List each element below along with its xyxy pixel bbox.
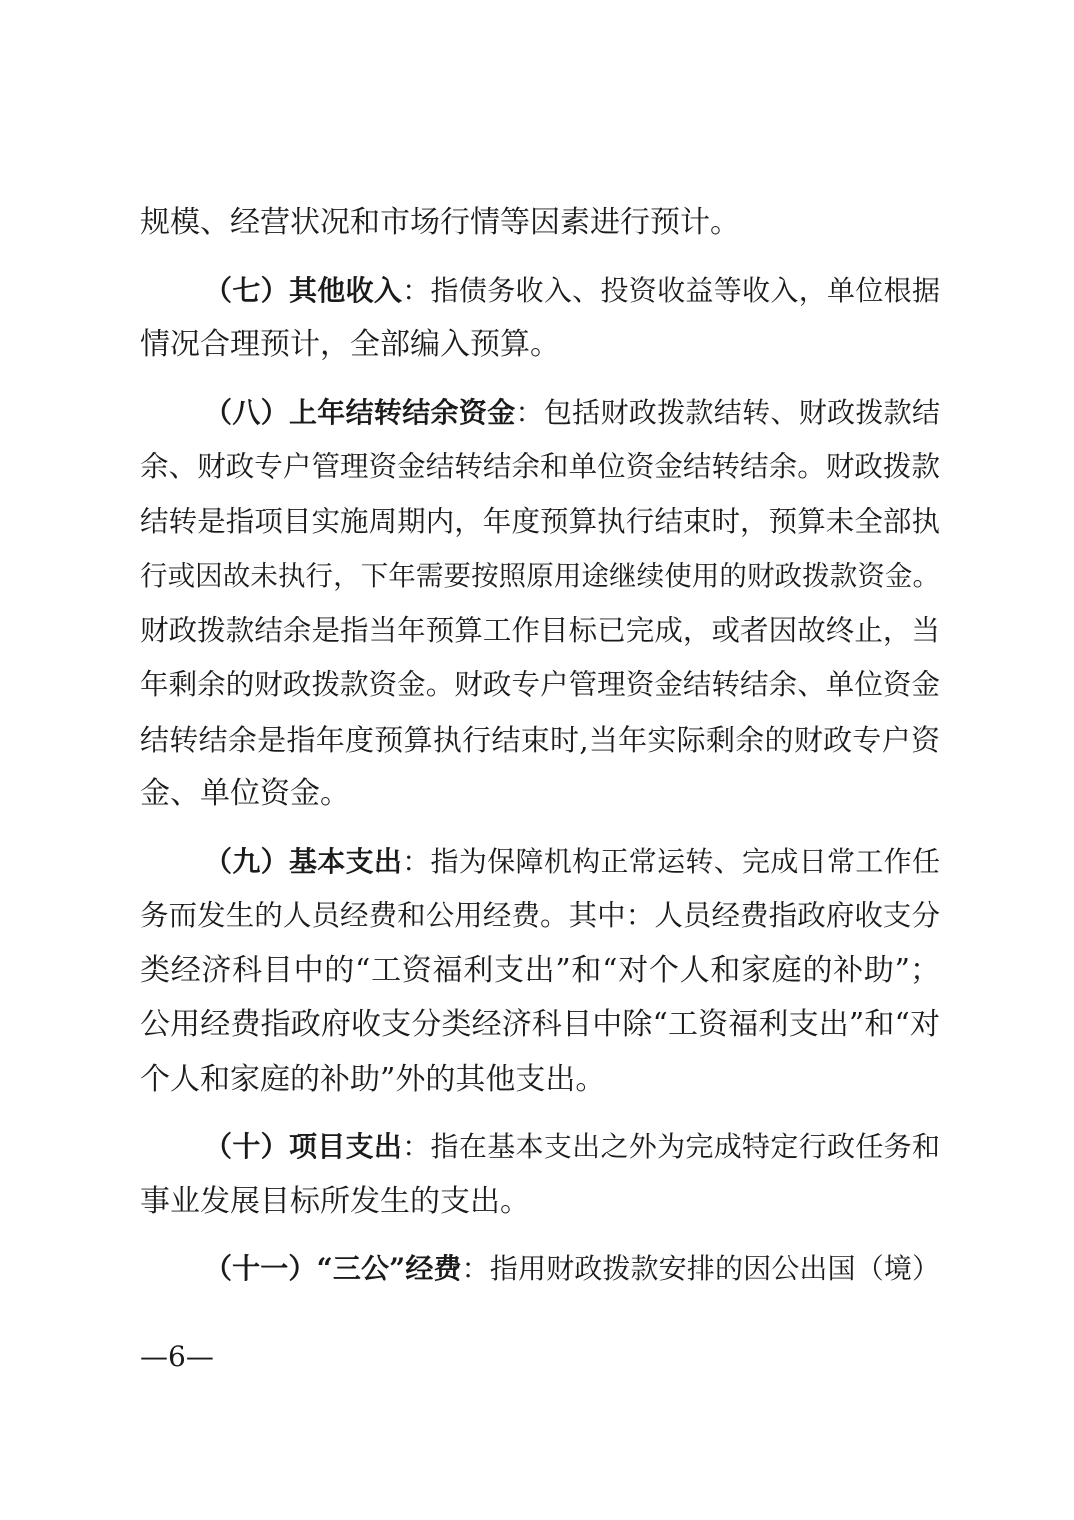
section-text: ：指为保障机构正常运转、完成日常工作任 — [402, 844, 940, 878]
text-line: 财政拨款结余是指当年预算工作目标已完成，或者因故终止，当 — [140, 613, 940, 647]
section-heading: （九）基本支出 — [204, 844, 403, 878]
section-text: ：包括财政拨款结转、财政拨款结 — [515, 395, 940, 429]
text-line: 务而发生的人员经费和公用经费。其中：人员经费指政府收支分 — [140, 899, 940, 932]
section-nine-line — [140, 835, 940, 890]
text-line: 公用经费指政府收支分类经济科目中除“工资福利支出”和“对 — [140, 1007, 940, 1042]
text-line: 事业发展目标所发生的支出。 — [140, 1183, 530, 1219]
section-heading: （十一）“三公”经费 — [204, 1252, 462, 1285]
section-ten-line — [140, 1120, 940, 1175]
text-line: 金、单位资金。 — [140, 776, 350, 811]
section-heading: （十）项目支出 — [204, 1130, 403, 1163]
text-line: 类经济科目中的“工资福利支出”和“对个人和家庭的补助”； — [140, 952, 940, 988]
text-line: 行或因故未执行，下年需要按照原用途继续使用的财政拨款资金。 — [140, 560, 940, 592]
text-line: 规模、经营状况和市场行情等因素进行预计。 — [140, 205, 740, 240]
text-line: 个人和家庭的补助”外的其他支出。 — [140, 1061, 606, 1097]
text-line: 年剩余的财政拨款资金。财政专户管理资金结转结余、单位资金 — [140, 668, 940, 701]
section-text: ：指用财政拨款安排的因公出国（境） — [461, 1252, 940, 1285]
section-heading: （七）其他收入 — [204, 273, 403, 307]
section-text: ：指在基本支出之外为完成特定行政任务和 — [402, 1130, 940, 1163]
text-line: 结转结余是指年度预算执行结束时,当年实际剩余的财政专户资 — [140, 722, 940, 757]
text-line: 结转是指项目实施周期内，年度预算执行结束时，预算未全部执 — [140, 504, 940, 538]
page-number: —6— — [140, 1340, 214, 1373]
text-line: 情况合理预计，全部编入预算。 — [140, 327, 560, 362]
body-text — [140, 196, 940, 1297]
section-seven-line — [140, 264, 940, 319]
section-eleven-line — [140, 1242, 940, 1297]
section-eight-line — [140, 386, 940, 441]
section-heading: （八）上年结转结余资金 — [204, 395, 516, 429]
section-text: ：指债务收入、投资收益等收入，单位根据 — [402, 273, 940, 307]
text-line: 余、财政专户管理资金结转结余和单位资金结转结余。财政拨款 — [140, 450, 940, 483]
